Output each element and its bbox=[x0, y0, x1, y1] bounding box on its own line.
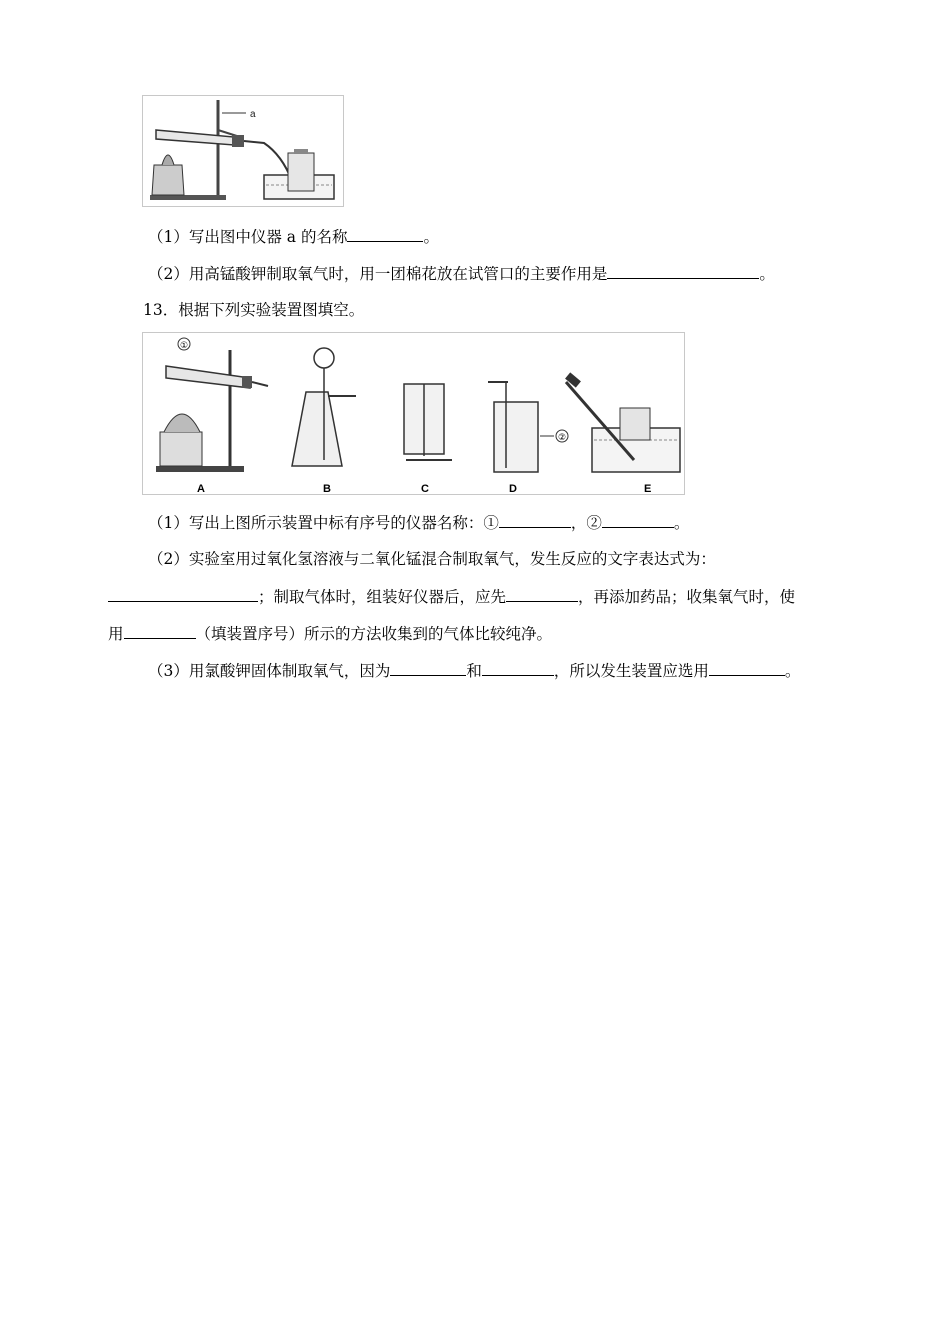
q13-sub2-line2 bbox=[108, 586, 795, 607]
q13-sub2-answer-blank-1[interactable] bbox=[108, 586, 258, 602]
q13-sub2-line2-a: ；制取气体时，组装好仪器后，应先 bbox=[258, 588, 507, 606]
q12-sub1-text: （1）写出图中仪器 a 的名称 bbox=[148, 228, 348, 246]
q13-sub3-mid2: ，所以发生装置应选用 bbox=[553, 662, 709, 680]
q13-marker-2: ② bbox=[558, 432, 567, 442]
q12-apparatus-drawing bbox=[142, 95, 344, 207]
q13-sub1-text: （1）写出上图所示装置中标有序号的仪器名称：① bbox=[148, 514, 499, 532]
q12-sub1 bbox=[148, 226, 439, 247]
q13-sub3 bbox=[148, 660, 800, 681]
q13-heading: 13．根据下列实验装置图填空。 bbox=[143, 301, 365, 319]
q12-sub2-text: （2）用高锰酸钾制取氧气时，用一团棉花放在试管口的主要作用是 bbox=[148, 265, 608, 283]
q12-label-a: a bbox=[250, 109, 256, 120]
q13-label-A: A bbox=[197, 483, 205, 495]
q12-apparatus-figure bbox=[142, 95, 344, 207]
q12-sub1-end: 。 bbox=[423, 228, 439, 246]
q13-sub3-mid1: 和 bbox=[466, 662, 482, 680]
q13-label-D: D bbox=[509, 483, 517, 495]
q13-sub3-end: 。 bbox=[784, 662, 801, 680]
q13-sub2-line2-b: ，再添加药品；收集氧气时，使 bbox=[578, 588, 796, 606]
q13-apparatus-drawing bbox=[142, 332, 685, 495]
q13-sub1 bbox=[148, 512, 689, 533]
q13-sub1-mid: ，② bbox=[570, 514, 602, 532]
q13-sub2-line3-a: 用 bbox=[108, 625, 124, 643]
q13-sub3-answer-blank-2[interactable] bbox=[482, 660, 554, 676]
q13-sub2-line3-b: （填装置序号）所示的方法收集到的气体比较纯净。 bbox=[195, 625, 553, 643]
q12-sub2 bbox=[148, 263, 775, 284]
q13-sub2-line3 bbox=[108, 623, 552, 644]
q13-marker-1: ① bbox=[180, 340, 189, 350]
q13-sub1-end: 。 bbox=[673, 514, 690, 532]
q13-sub2-line1: （2）实验室用过氧化氢溶液与二氧化锰混合制取氧气，发生反应的文字表达式为： bbox=[148, 550, 716, 568]
q13-sub3-text: （3）用氯酸钾固体制取氧气，因为 bbox=[148, 662, 391, 680]
q12-sub2-answer-blank[interactable] bbox=[607, 263, 759, 279]
q13-sub1-answer-blank-2[interactable] bbox=[602, 512, 674, 528]
q13-sub3-answer-blank-3[interactable] bbox=[709, 660, 785, 676]
q13-sub2-answer-blank-3[interactable] bbox=[124, 623, 196, 639]
q13-sub3-answer-blank-1[interactable] bbox=[390, 660, 466, 676]
q12-sub2-end: 。 bbox=[759, 265, 775, 283]
q13-sub1-answer-blank-1[interactable] bbox=[499, 512, 571, 528]
q12-sub1-answer-blank[interactable] bbox=[347, 226, 423, 242]
q13-label-E: E bbox=[644, 483, 652, 495]
q13-label-B: B bbox=[323, 483, 331, 495]
q13-label-C: C bbox=[421, 483, 429, 495]
q13-apparatus-figure bbox=[142, 332, 685, 495]
q13-sub2-answer-blank-2[interactable] bbox=[506, 586, 578, 602]
